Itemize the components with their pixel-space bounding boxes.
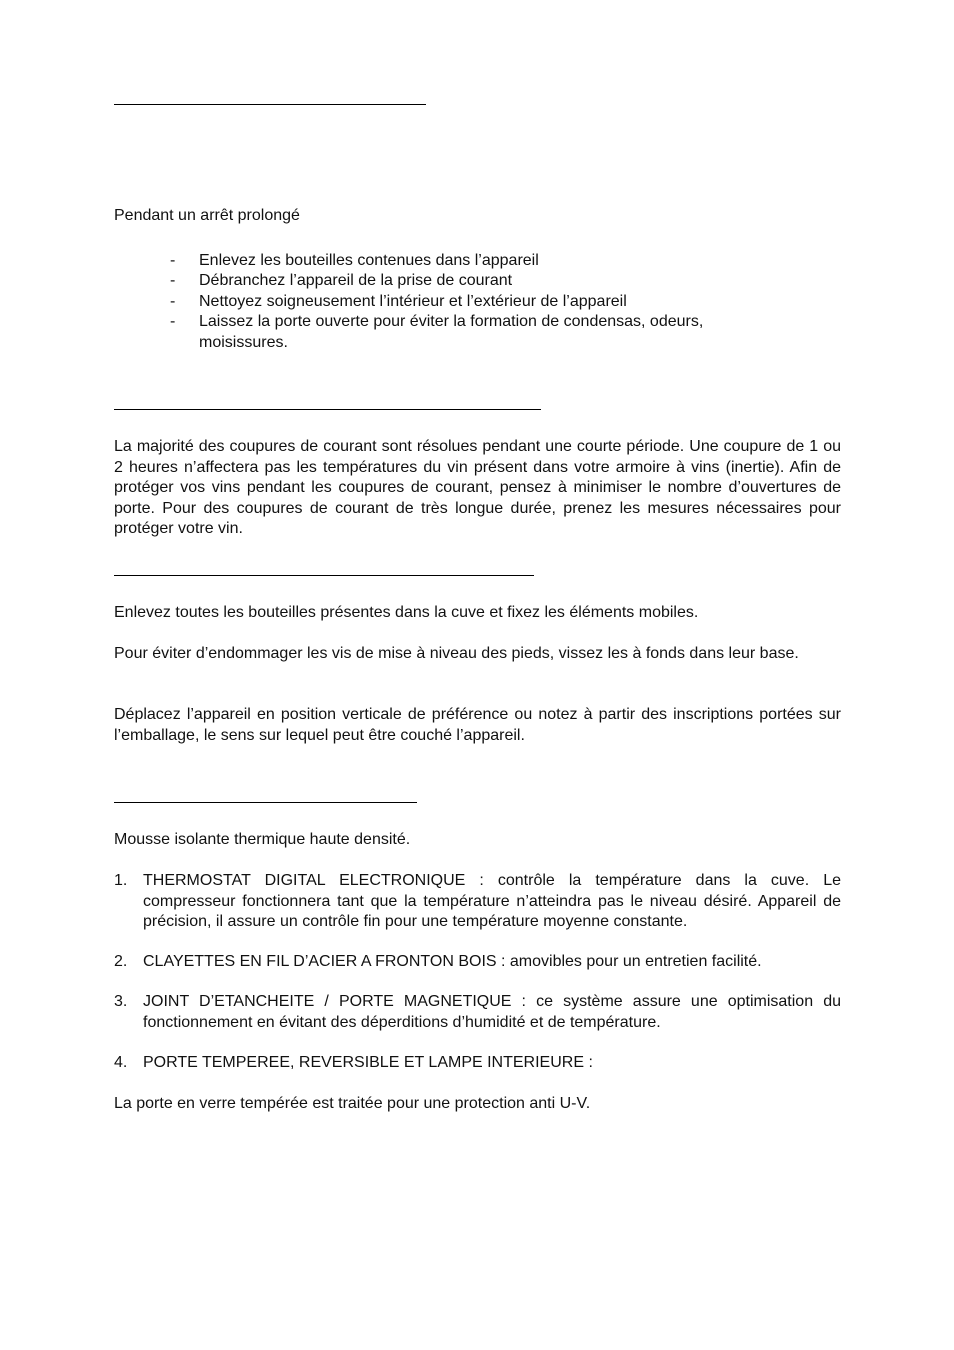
- list-item: CLAYETTES EN FIL D’ACIER A FRONTON BOIS : amovibles pour un entretien facilité.: [143, 953, 762, 970]
- list-number: 4.: [114, 1054, 128, 1071]
- bullet-item: Enlevez les bouteilles contenues dans l’appareil: [199, 252, 539, 269]
- transport-paragraph-1: Enlevez toutes les bouteilles présentes dans la cuve et fixez les éléments mobiles.: [114, 604, 699, 621]
- section-rule-4: [114, 802, 417, 803]
- list-item: JOINT D’ETANCHEITE / PORTE MAGNETIQUE : ce système assure une optimisation du fonctionnement en évitant des déperditions d’humidité et de température.: [143, 993, 841, 1031]
- list-item: PORTE TEMPEREE, REVERSIBLE ET LAMPE INTERIEURE :: [143, 1054, 593, 1071]
- section-rule-1: [114, 104, 426, 105]
- bullet-dash: -: [170, 313, 176, 330]
- bullet-dash: -: [170, 272, 176, 289]
- transport-paragraph-2: Pour éviter d’endommager les vis de mise à niveau des pieds, vissez les à fonds dans leur base.: [114, 645, 799, 662]
- bullet-dash: -: [170, 293, 176, 310]
- bullet-item: Nettoyez soigneusement l’intérieur et l’extérieur de l’appareil: [199, 293, 627, 310]
- list-number: 1.: [114, 872, 128, 889]
- power-outage-paragraph: La majorité des coupures de courant sont résolues pendant une courte période. Une coupure de 1 ou 2 heures n’affectera pas les températures du vin présent dans votre armoire à vins (inertie). Afin de protéger vos vins pendant les coupures de courant, pensez à minimiser le nombre d’ouvertures de porte. Pour des coupures de courant de très longue durée, prenez les mesures nécessaires pour protéger votre vin.: [114, 438, 841, 537]
- features-outro: La porte en verre tempérée est traitée pour une protection anti U-V.: [114, 1095, 591, 1112]
- features-intro: Mousse isolante thermique haute densité.: [114, 831, 411, 848]
- list-item: THERMOSTAT DIGITAL ELECTRONIQUE : contrôle la température dans la cuve. Le compresseur fonctionnera tant que la température n’atteindra pas le niveau désiré. Appareil de précision, il assure un contrôle fin pour une température moyenne constante.: [143, 872, 841, 930]
- bullet-item: Laissez la porte ouverte pour éviter la formation de condensas, odeurs, moisissures.: [199, 313, 704, 351]
- list-number: 2.: [114, 953, 128, 970]
- section1-intro: Pendant un arrêt prolongé: [114, 207, 300, 224]
- list-number: 3.: [114, 993, 128, 1010]
- section-rule-3: [114, 575, 534, 576]
- section-rule-2: [114, 409, 541, 410]
- bullet-dash: -: [170, 252, 176, 269]
- bullet-item: Débranchez l’appareil de la prise de courant: [199, 272, 513, 289]
- transport-paragraph-3: Déplacez l’appareil en position verticale de préférence ou notez à partir des inscriptions portées sur l’emballage, le sens sur lequel peut être couché l’appareil.: [114, 706, 841, 744]
